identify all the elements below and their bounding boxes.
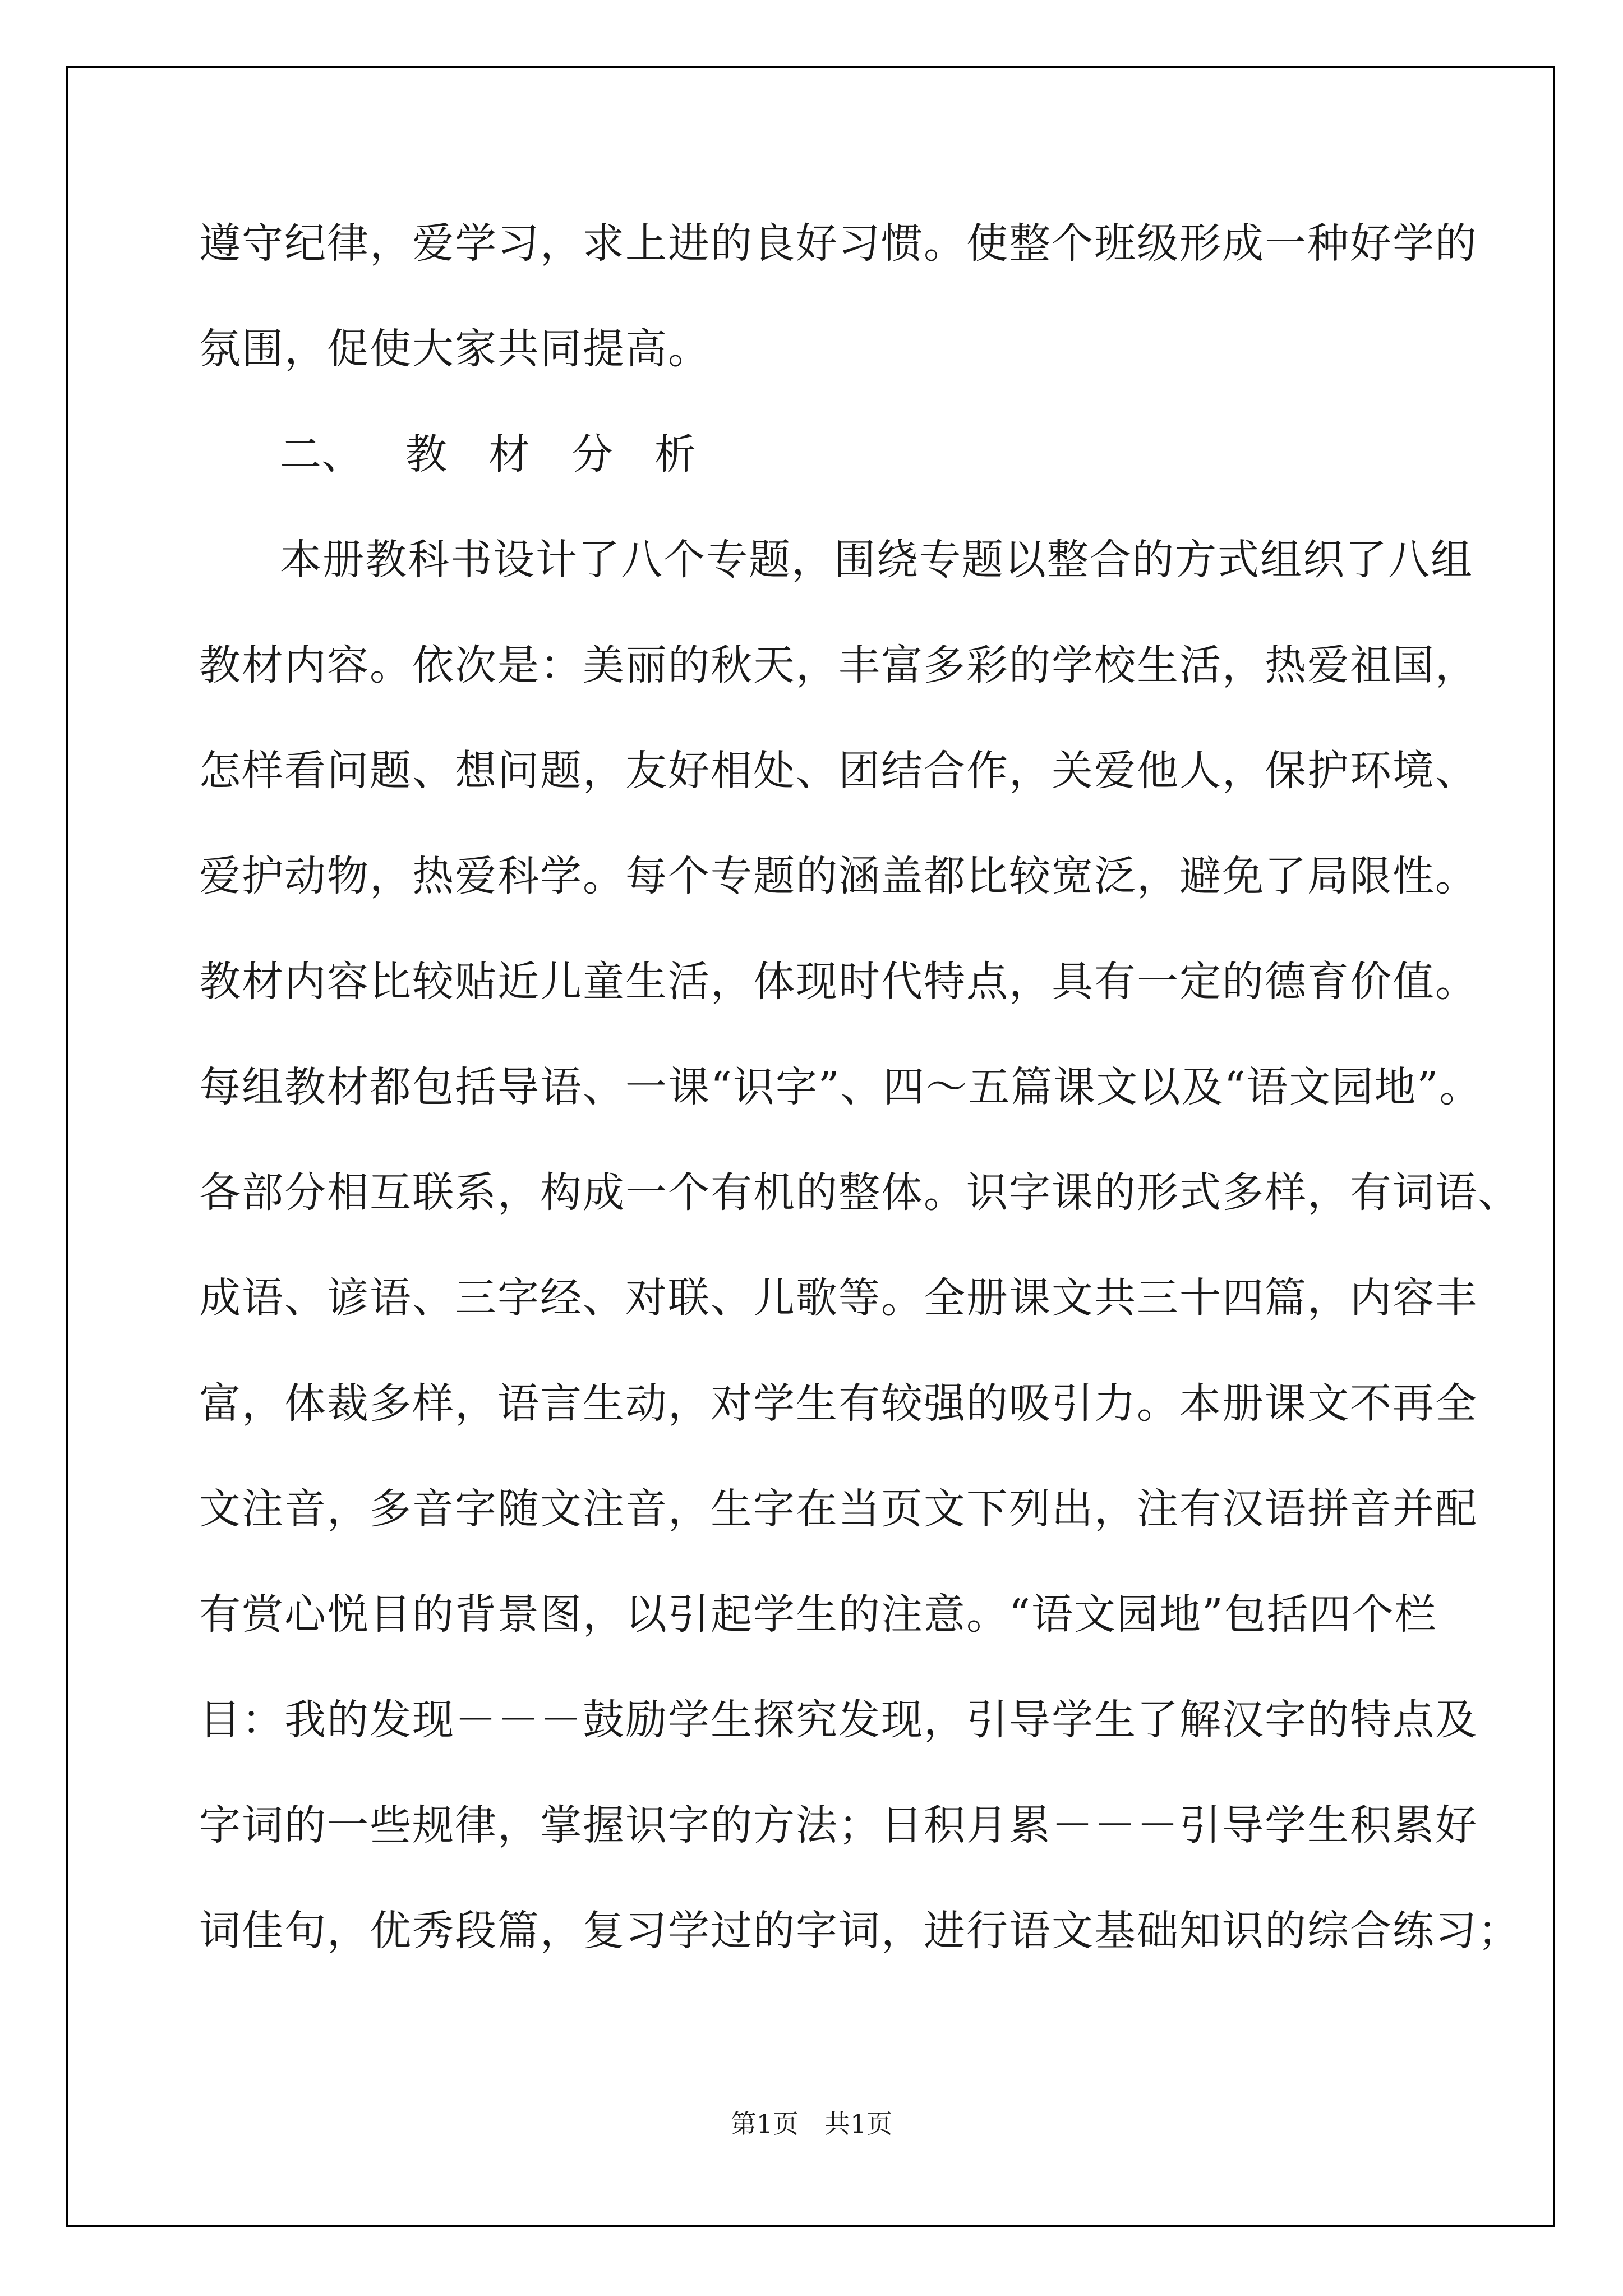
section-number: 二、 <box>280 430 363 478</box>
text-line: 目：我的发现－－－鼓励学生探究发现，引导学生了解汉字的特点及 <box>199 1696 1478 1744</box>
text-line: 遵守纪律，爱学习，求上进的良好习惯。使整个班级形成一种好学的 <box>199 219 1478 268</box>
text-line: 文注音，多音字随文注音，生字在当页文下列出，注有汉语拼音并配 <box>199 1485 1478 1533</box>
text-line: 字词的一些规律，掌握识字的方法；日积月累－－－引导学生积累好 <box>199 1801 1478 1849</box>
paragraph-first-line: 本册教科书设计了八个专题，围绕专题以整合的方式组织了八组 <box>280 536 1473 584</box>
heading-char: 教 <box>405 430 447 478</box>
heading-char: 分 <box>571 430 613 478</box>
text-line: 怎样看问题、想问题，友好相处、团结合作，关爱他人，保护环境、 <box>199 747 1478 795</box>
document-body <box>199 219 1520 2016</box>
text-line: 爱护动物，热爱科学。每个专题的涵盖都比较宽泛，避免了局限性。 <box>199 852 1478 900</box>
heading-char: 材 <box>488 430 530 478</box>
text-line: 词佳句，优秀段篇，复习学过的字词，进行语文基础知识的综合练习； <box>199 1907 1520 1955</box>
text-line: 氛围，促使大家共同提高。 <box>199 325 711 373</box>
page-footer: 第1页 共1页 <box>730 2109 893 2139</box>
heading-char: 析 <box>654 430 696 478</box>
text-line: 教材内容。依次是：美丽的秋天，丰富多彩的学校生活，热爱祖国， <box>199 641 1478 689</box>
text-line: 教材内容比较贴近儿童生活，体现时代特点，具有一定的德育价值。 <box>199 958 1478 1006</box>
text-line: 富，体裁多样，语言生动，对学生有较强的吸引力。本册课文不再全 <box>199 1379 1478 1428</box>
text-line: 成语、谚语、三字经、对联、儿歌等。全册课文共三十四篇，内容丰 <box>199 1274 1478 1322</box>
text-line: 各部分相互联系，构成一个有机的整体。识字课的形式多样，有词语、 <box>199 1168 1520 1217</box>
text-line: 有赏心悦目的背景图，以引起学生的注意。“语文园地”包括四个栏 <box>199 1590 1437 1639</box>
section-heading <box>199 430 1433 478</box>
text-line: 每组教材都包括导语、一课“识字”、四～五篇课文以及“语文园地”。 <box>199 1063 1482 1111</box>
